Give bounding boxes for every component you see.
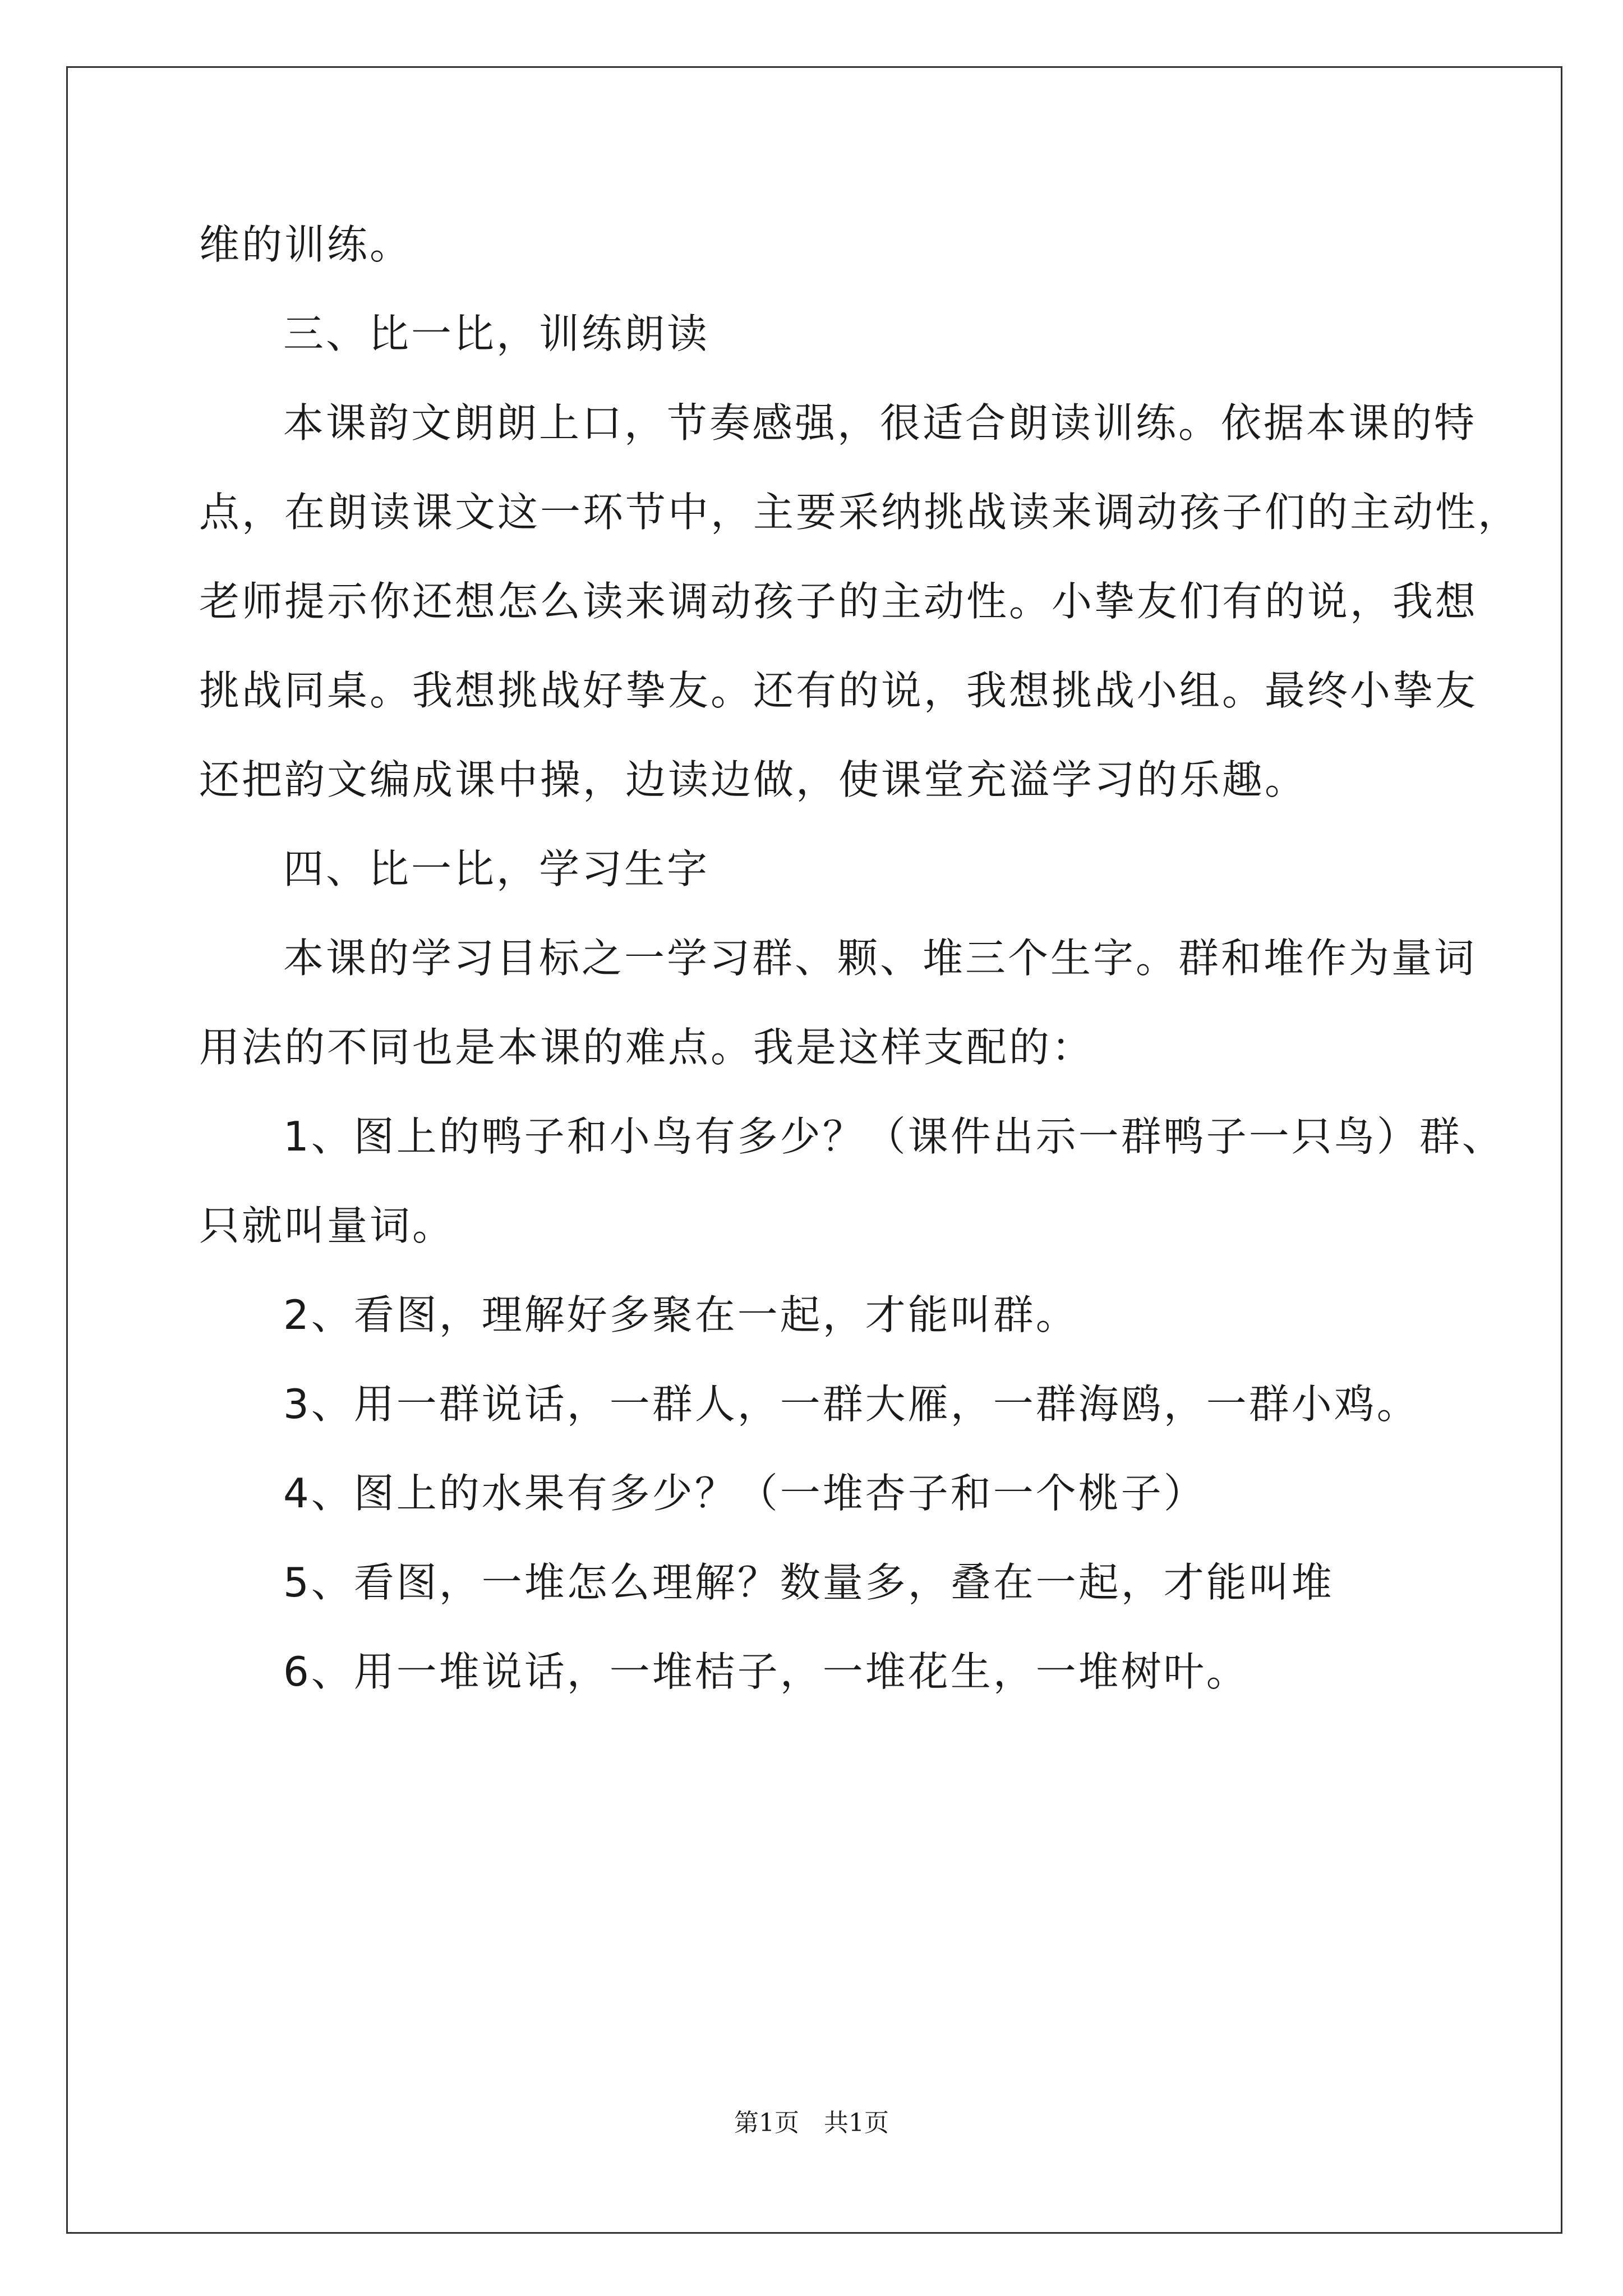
text-line: 点，在朗读课文这一环节中，主要采纳挑战读来调动孩子们的主动性， [199,489,1521,536]
text-line: 只就叫量词。 [199,1202,455,1249]
page-number-footer: 第1页 共1页 [734,2109,889,2137]
text-line: 用法的不同也是本课的难点。我是这样支配的： [199,1024,1095,1071]
text-line: 还把韵文编成课中操，边读边做，使课堂充溢学习的乐趣。 [199,756,1308,803]
list-item: 6、用一堆说话，一堆桔子，一堆花生，一堆树叶。 [283,1648,1249,1695]
list-item: 3、用一群说话，一群人，一群大雁，一群海鸥，一群小鸡。 [283,1381,1419,1428]
text-line: 维的训练。 [199,221,413,268]
list-item: 2、看图，理解好多聚在一起，才能叫群。 [283,1291,1078,1338]
section-heading: 三、比一比，训练朗读 [283,310,710,357]
text-line: 本课的学习目标之一学习群、颗、堆三个生字。群和堆作为量词 [283,935,1477,982]
section-heading: 四、比一比，学习生字 [283,845,710,892]
text-line: 挑战同桌。我想挑战好挚友。还有的说，我想挑战小组。最终小挚友 [199,667,1478,714]
list-item: 5、看图，一堆怎么理解？数量多，叠在一起，才能叫堆 [283,1559,1334,1606]
list-item: 1、图上的鸭子和小鸟有多少？（课件出示一群鸭子一只鸟）群、 [283,1113,1505,1160]
text-line: 老师提示你还想怎么读来调动孩子的主动性。小挚友们有的说，我想 [199,578,1478,625]
list-item: 4、图上的水果有多少？（一堆杏子和一个桃子） [283,1470,1206,1517]
text-line: 本课韵文朗朗上口，节奏感强，很适合朗读训练。依据本课的特 [283,399,1477,447]
